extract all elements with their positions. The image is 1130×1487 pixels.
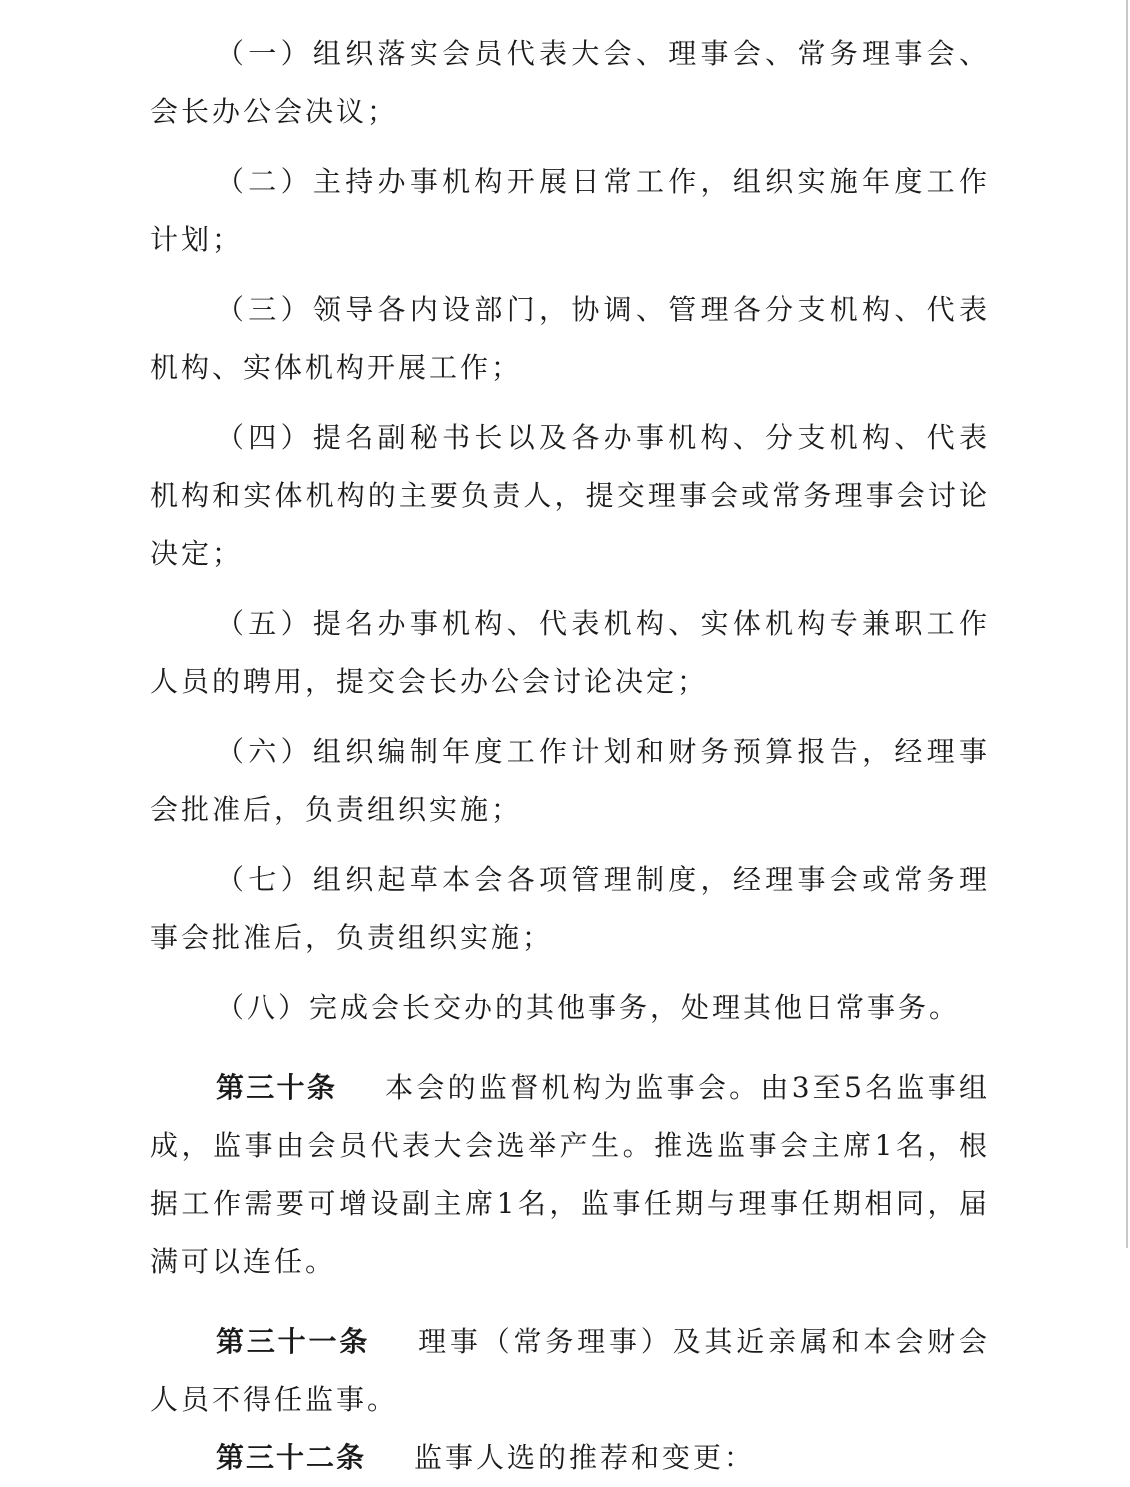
list-item-4: （四）提名副秘书长以及各办事机构、分支机构、代表机构和实体机构的主要负责人，提交理事会或常务理事会讨论决定； bbox=[150, 421, 990, 570]
page-edge-rule bbox=[1126, 0, 1128, 1248]
article-31-number: 第三十一条 bbox=[216, 1325, 371, 1358]
list-item-6: （六）组织编制年度工作计划和财务预算报告，经理事会批准后，负责组织实施； bbox=[150, 735, 990, 826]
list-item-7: （七）组织起草本会各项管理制度，经理事会或常务理事会批准后，负责组织实施； bbox=[150, 863, 990, 954]
article-30 bbox=[150, 1059, 990, 1291]
list-item-1: （一）组织落实会员代表大会、理事会、常务理事会、会长办公会决议； bbox=[150, 37, 990, 128]
article-30-number: 第三十条 bbox=[216, 1071, 338, 1104]
document-page bbox=[150, 25, 990, 1487]
article-32-text: 监事人选的推荐和变更： bbox=[414, 1441, 756, 1474]
article-30-text: 本会的监督机构为监事会。由3至5名监事组成，监事由会员代表大会选举产生。推选监事会主席1名，根据工作需要可增设副主席1名，监事任期与理事任期相同，届满可以连任。 bbox=[150, 1071, 990, 1278]
list-item-2: （二）主持办事机构开展日常工作，组织实施年度工作计划； bbox=[150, 165, 990, 256]
list-item-8: （八）完成会长交办的其他事务，处理其他日常事务。 bbox=[216, 991, 961, 1024]
article-31-text: 理事（常务理事）及其近亲属和本会财会人员不得任监事。 bbox=[150, 1325, 990, 1416]
article-32-number: 第三十二条 bbox=[216, 1441, 367, 1474]
article-32 bbox=[150, 1429, 990, 1487]
list-item-5: （五）提名办事机构、代表机构、实体机构专兼职工作人员的聘用，提交会长办公会讨论决定； bbox=[150, 607, 990, 698]
list-item-3: （三）领导各内设部门，协调、管理各分支机构、代表机构、实体机构开展工作； bbox=[150, 293, 990, 384]
article-31 bbox=[150, 1313, 990, 1429]
